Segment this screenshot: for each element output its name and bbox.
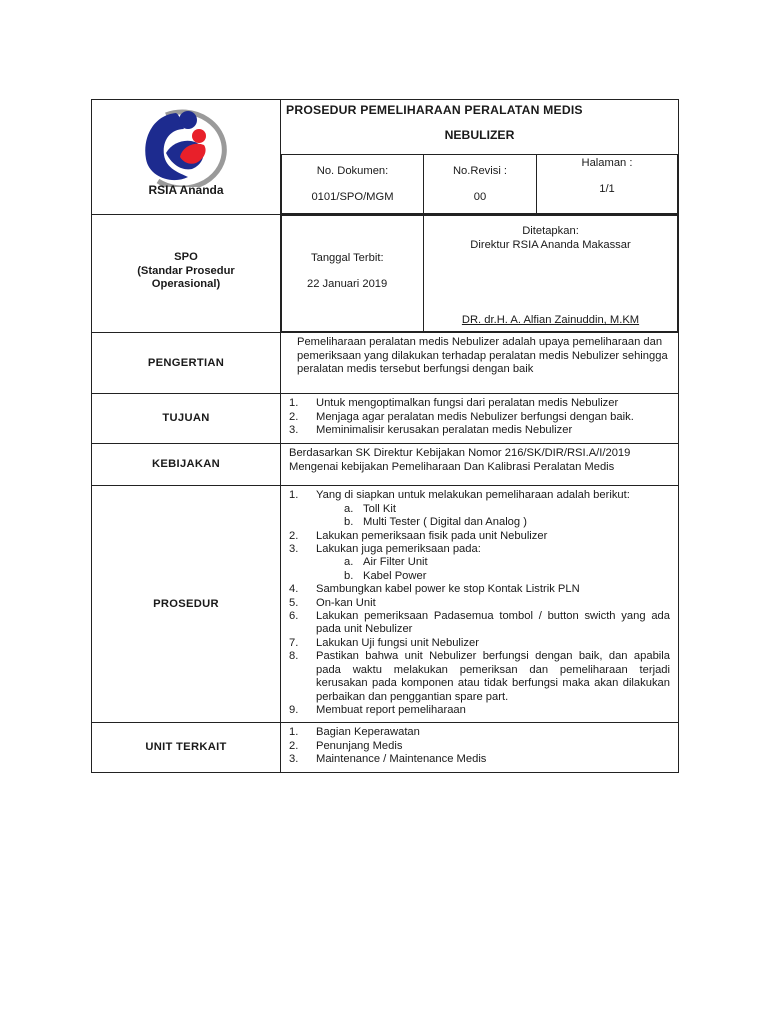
sub-list-item: b. Kabel Power — [344, 569, 427, 582]
halaman-label: Halaman : — [581, 157, 633, 170]
pengertian-text: Pemeliharaan peralatan medis Nebulizer adalah upaya pemeliharaan dan pemeriksaan yang dilakukan terhadap peralatan medis Nebulizer sehingga peralatan medis tersebut berfungsi dengan baik — [297, 336, 668, 376]
ditetapkan-cell — [424, 216, 678, 332]
list-item: 7. Lakukan Uji fungsi unit Nebulizer — [289, 636, 479, 649]
tujuan-label: TUJUAN — [92, 394, 281, 444]
ditetapkan-by: Direktur RSIA Ananda Makassar — [470, 239, 631, 252]
spo-label: SPO — [174, 251, 198, 264]
list-item: 4. Sambungkan kabel power ke stop Kontak Listrik PLN — [289, 583, 580, 596]
spo-label-cell — [92, 215, 281, 333]
list-item: 1. Bagian Keperawatan — [289, 726, 420, 739]
prosedur-content — [281, 486, 679, 723]
spo-document — [91, 99, 678, 773]
unit-terkait-list — [289, 726, 670, 766]
revisi-value: 00 — [473, 191, 487, 204]
sub-list-item: a. Air Filter Unit — [344, 556, 428, 569]
tanggal-label: Tanggal Terbit: — [311, 252, 384, 265]
spo-label-sub1: (Standar Prosedur — [137, 264, 235, 277]
kebijakan-text: Berdasarkan SK Direktur Kebijakan Nomor 216/SK/DIR/RSI.A/I/2019 Mengenai kebijakan Pemeliharaan Dan Kalibrasi Peralatan Medis — [289, 447, 631, 473]
halaman-cell — [537, 155, 678, 214]
revisi-cell — [424, 155, 537, 214]
dokumen-label: No. Dokumen: — [316, 165, 389, 178]
tujuan-list — [289, 397, 670, 437]
sub-list — [316, 556, 670, 583]
dokumen-cell — [282, 155, 424, 214]
ditetapkan-label: Ditetapkan: — [522, 225, 579, 238]
hospital-logo-icon — [136, 107, 238, 187]
doc-title-line1: PROSEDUR PEMELIHARAAN PERALATAN MEDIS — [286, 103, 583, 117]
sub-list-item: b. Multi Tester ( Digital dan Analog ) — [344, 516, 527, 529]
sub-list-item: a. Toll Kit — [344, 502, 396, 515]
spo-label-sub2: Operasional) — [151, 278, 221, 291]
list-item: 2. Menjaga agar peralatan medis Nebulizer berfungsi dengan baik. — [289, 410, 634, 423]
prosedur-list — [289, 489, 670, 717]
tanggal-cell — [282, 216, 424, 332]
signatory-name: DR. dr.H. A. Alfian Zainuddin, M.KM — [461, 314, 640, 327]
tanggal-value: 22 Januari 2019 — [307, 278, 388, 291]
revisi-label: No.Revisi : — [452, 165, 508, 178]
logo-cell — [92, 100, 281, 215]
list-item: 2. Lakukan pemeriksaan fisik pada unit Nebulizer — [289, 529, 548, 542]
pengertian-content — [281, 333, 679, 394]
org-name: RSIA Ananda — [148, 183, 224, 197]
list-item: 9. Membuat report pemeliharaan — [289, 703, 466, 716]
list-item: 5. On-kan Unit — [289, 596, 376, 609]
halaman-value: 1/1 — [599, 183, 615, 196]
list-item: 1. Untuk mengoptimalkan fungsi dari peralatan medis Nebulizer — [289, 397, 619, 410]
sub-list — [316, 503, 670, 530]
list-item: 3. Maintenance / Maintenance Medis — [289, 753, 487, 766]
unit-terkait-label: UNIT TERKAIT — [92, 723, 281, 773]
spo-table — [91, 99, 679, 773]
tujuan-content — [281, 394, 679, 444]
list-item: 6. Lakukan pemeriksaan Padasemua tombol / button swicth yang ada pada unit Nebulizer — [289, 610, 670, 636]
prosedur-label: PROSEDUR — [92, 486, 281, 723]
list-item: 2. Penunjang Medis — [289, 739, 403, 752]
kebijakan-label: KEBIJAKAN — [92, 444, 281, 486]
list-item: 1. Yang di siapkan untuk melakukan pemeliharaan adalah berikut: a. Toll Kit b. Multi Tester ( Digital dan Analog ) — [289, 489, 670, 529]
list-item: 3. Meminimalisir kerusakan peralatan medis Nebulizer — [289, 424, 573, 437]
list-item: 3. Lakukan juga pemeriksaan pada: a. Air Filter Unit b. Kabel Power — [289, 543, 670, 583]
kebijakan-content — [281, 444, 679, 486]
doc-title-line2: NEBULIZER — [444, 128, 515, 143]
dokumen-value: 0101/SPO/MGM — [311, 191, 394, 204]
unit-terkait-content — [281, 723, 679, 773]
list-item: 8. Pastikan bahwa unit Nebulizer berfungsi dengan baik, dan apabila pada waktu melakukan pemeriksan dan pemeliharaan terjadi kerusakan pada komponen atau tidak berfungsi maka akan dilakukan perbaikan dan penggantian spare part. — [289, 650, 670, 703]
pengertian-label: PENGERTIAN — [92, 333, 281, 394]
